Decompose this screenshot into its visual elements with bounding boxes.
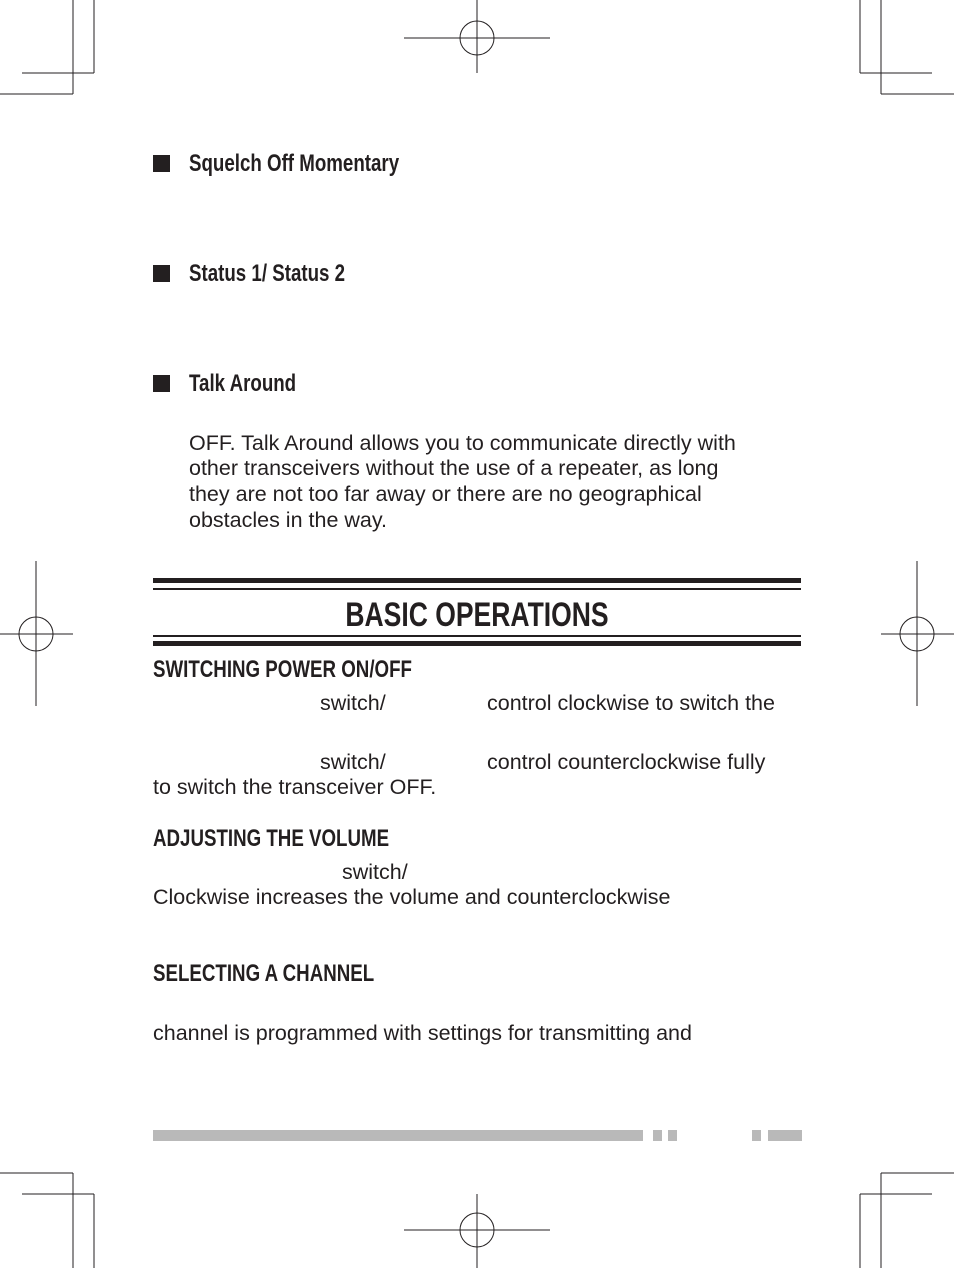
square-bullet-icon [153, 155, 170, 172]
section-heading-squelch-off: Squelch Off Momentary [189, 150, 400, 177]
chapter-rule-top-thick [153, 578, 801, 583]
power-line-3: to switch the transceiver OFF. [153, 775, 437, 799]
registration-target-left [0, 561, 73, 706]
power-line-1-part-2: control clockwise to switch the [487, 691, 775, 715]
talk-around-line-2: other transceivers without the use of a repeater, as long [189, 456, 719, 480]
talk-around-line-1: OFF. Talk Around allows you to communicate directly with [189, 431, 736, 455]
footer-bar-short [768, 1130, 802, 1141]
footer-bar-tick [752, 1130, 761, 1141]
footer-bar-tick [668, 1130, 677, 1141]
square-bullet-icon [153, 375, 170, 392]
chapter-rule-top-thin [153, 588, 801, 590]
chapter-title: BASIC OPERATIONS [345, 596, 609, 634]
registration-target-bottom [404, 1194, 550, 1268]
footer-bar-tick [653, 1130, 662, 1141]
chapter-rule-bottom-thin [153, 635, 801, 637]
power-line-2-part-2: control counterclockwise fully [487, 750, 766, 774]
heading-switching-power: SWITCHING POWER ON/OFF [153, 656, 412, 683]
registration-target-top [404, 0, 550, 73]
registration-target-right [881, 561, 954, 706]
power-line-1-part-1: switch/ [320, 691, 386, 715]
volume-line-2: Clockwise increases the volume and counterclockwise [153, 885, 671, 909]
square-bullet-icon [153, 265, 170, 282]
section-heading-status: Status 1/ Status 2 [189, 260, 346, 287]
section-heading-talk-around: Talk Around [189, 370, 297, 397]
talk-around-line-3: they are not too far away or there are no geographical [189, 482, 702, 506]
talk-around-line-4: obstacles in the way. [189, 508, 387, 532]
channel-line-1: channel is programmed with settings for transmitting and [153, 1021, 692, 1045]
heading-selecting-channel: SELECTING A CHANNEL [153, 960, 375, 987]
power-line-2-part-1: switch/ [320, 750, 386, 774]
chapter-rule-bottom-thick [153, 641, 801, 646]
footer-bar-long [153, 1130, 643, 1141]
volume-line-1: switch/ [342, 860, 408, 884]
heading-adjusting-volume: ADJUSTING THE VOLUME [153, 825, 390, 852]
